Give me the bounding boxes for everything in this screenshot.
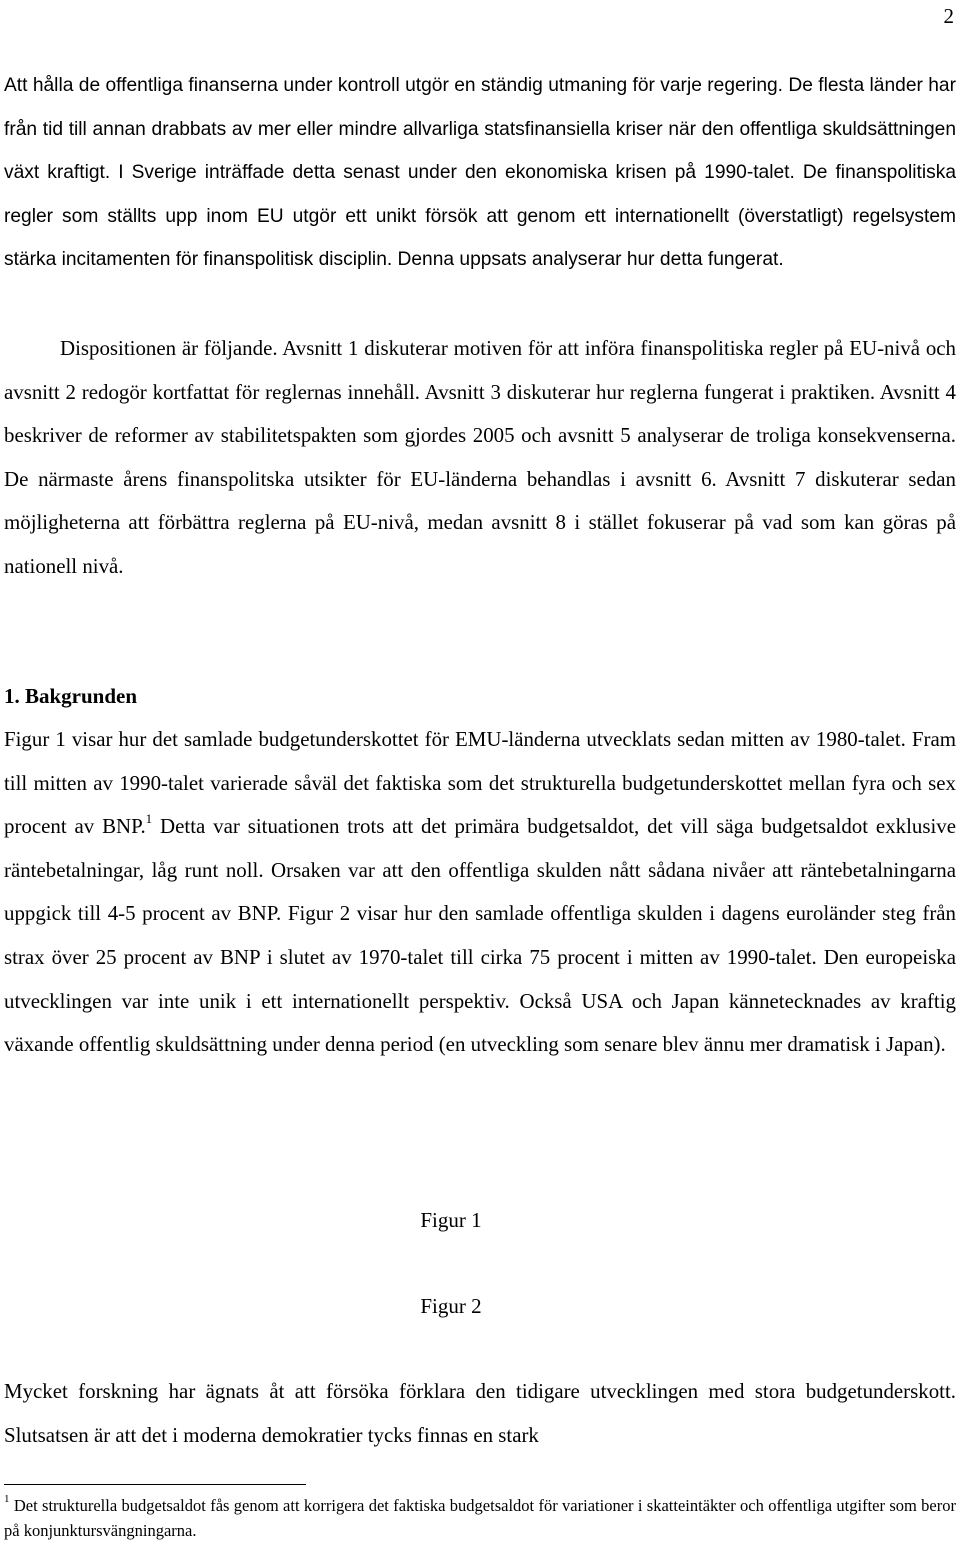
section-heading: 1. Bakgrunden xyxy=(4,684,138,708)
disposition-paragraph: Dispositionen är följande. Avsnitt 1 diskuterar motiven för att införa finanspolitiska regler på EU-nivå och avsnitt 2 redogör kortfattat för reglernas innehåll. Avsnitt 3 diskuterar hur reglerna fungerat i praktiken. Avsnitt 4 beskriver de reformer av stabilitetspakten som gjordes 2005 och avsnitt 5 analyserar de troliga konsekvenserna. De närmaste årens finanspolitska utsikter för EU-länderna behandlas i avsnitt 6. Avsnitt 7 diskuterar sedan möjligheterna att förbättra reglerna på EU-nivå, medan avsnitt 8 i stället fokuserar på vad som kan göras på nationell nivå. xyxy=(4,336,956,578)
footnote-text: Det strukturella budgetsaldot fås genom att korrigera det faktiska budgetsaldot för variationer i skatteintäkter och offentliga utgifter som beror på konjunktursvängningarna. xyxy=(4,1496,956,1540)
intro-paragraph: Att hålla de offentliga finanserna under kontroll utgör en ständig utmaning för varje regering. De flesta länder har från tid till annan drabbats av mer eller mindre allvarliga statsfinansiella kriser när den offentliga skuldsättningen växt kraftigt. I Sverige inträffade detta senast under den ekonomiska krisen på 1990-talet. De finanspolitiska regler som ställts upp inom EU utgör ett unikt försök att genom ett internationellt (överstatligt) regelsystem stärka incitamenten för finanspolitisk disciplin. Denna uppsats analyserar hur detta fungerat. xyxy=(4,75,956,271)
page-number: 2 xyxy=(943,4,954,28)
closing-paragraph: Mycket forskning har ägnats åt att försöka förklara den tidigare utvecklingen med stora budgetunderskott. Slutsatsen är att det i moderna demokratier tycks finnas en stark xyxy=(4,1379,956,1447)
footnote xyxy=(4,1493,956,1543)
footnote-number: 1 xyxy=(4,1493,10,1506)
footnote-divider xyxy=(4,1484,306,1485)
background-text-part-1: Figur 1 visar hur det samlade budgetunderskottet för EMU-länderna utvecklats sedan mitten av 1980-talet. Fram till mitten av 1990-talet varierade såväl det faktiska som det strukturella budgetunderskottet mellan fyra och sex procent av BNP. xyxy=(4,727,956,839)
background-text-part-2: Detta var situationen trots att det primära budgetsaldot, det vill säga budgetsaldot exklusive räntebetalningar, låg runt noll. Orsaken var att den offentliga skulden nått sådana nivåer att räntebetalningarna uppgick till 4-5 procent av BNP. Figur 2 visar hur den samlade offentliga skulden i dagens euroländer steg från strax över 25 procent av BNP i slutet av 1970-talet till cirka 75 procent i mitten av 1990-talet. Den europeiska utvecklingen var inte unik i ett internationellt perspektiv. Också USA och Japan kännetecknades av kraftig växande offentlig skuldsättning under denna period (en utveckling som senare blev ännu mer dramatisk i Japan). xyxy=(4,814,956,1057)
footnote-reference[interactable]: 1 xyxy=(145,810,153,826)
figure-1-caption: Figur 1 xyxy=(420,1208,482,1232)
background-paragraph xyxy=(4,718,956,1067)
figure-2-caption: Figur 2 xyxy=(420,1294,482,1318)
